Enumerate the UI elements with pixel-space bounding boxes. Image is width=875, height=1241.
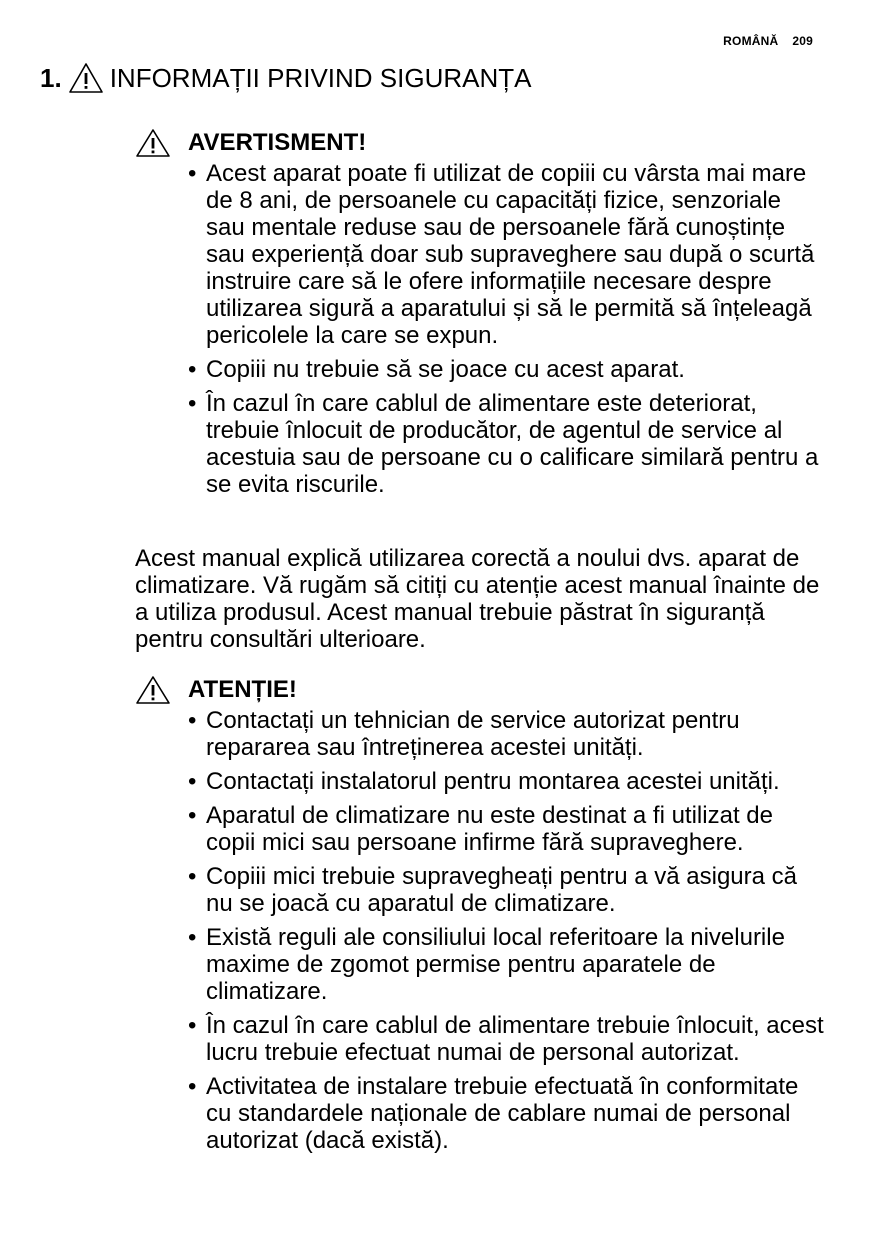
list-item: • În cazul în care cablul de alimentare trebuie înlocuit, acest lucru trebuie efectuat numai de personal autorizat. xyxy=(188,1012,825,1066)
warning-triangle-icon xyxy=(68,62,104,94)
header-language: ROMÂNĂ xyxy=(723,34,779,48)
list-item: • Contactați un tehnician de service autorizat pentru repararea sau întreținerea acestei unități. xyxy=(188,707,825,761)
warning-list xyxy=(135,160,825,498)
caution-block xyxy=(135,675,825,1161)
section-title xyxy=(40,62,532,94)
list-item: • Aparatul de climatizare nu este destinat a fi utilizat de copii mici sau persoane infirme fără supraveghere. xyxy=(188,802,825,856)
list-item: • În cazul în care cablul de alimentare este deteriorat, trebuie înlocuit de producător, de agentul de service al acestuia sau de persoane cu o calificare similară pentru a se evita riscurile. xyxy=(188,390,825,498)
warning-triangle-icon xyxy=(135,128,171,158)
list-item: • Există reguli ale consiliului local referitoare la nivelurile maxime de zgomot permise pentru aparatele de climatizare. xyxy=(188,924,825,1005)
intro-paragraph: Acest manual explică utilizarea corectă a noului dvs. aparat de climatizare. Vă rugăm să citiți cu atenție acest manual înainte de a utiliza produsul. Acest manual trebuie păstrat în siguranță pentru consultări ulterioare. xyxy=(135,545,820,653)
warning-title: AVERTISMENT! xyxy=(188,129,367,156)
caution-list xyxy=(135,707,825,1154)
header-page-number: 209 xyxy=(792,34,813,48)
list-item: • Copiii mici trebuie supravegheați pentru a vă asigura că nu se joacă cu aparatul de climatizare. xyxy=(188,863,825,917)
warning-triangle-icon xyxy=(135,675,171,705)
section-title-text: INFORMAȚII PRIVIND SIGURANȚA xyxy=(109,63,532,93)
warning-block xyxy=(135,128,825,505)
list-item: • Contactați instalatorul pentru montarea acestei unități. xyxy=(188,768,825,795)
caution-heading xyxy=(135,675,825,705)
intro-block xyxy=(135,545,825,653)
section-number: 1. xyxy=(40,63,62,93)
page-header xyxy=(723,34,813,48)
warning-heading xyxy=(135,128,825,158)
list-item: • Copiii nu trebuie să se joace cu acest aparat. xyxy=(188,356,825,383)
list-item: • Acest aparat poate fi utilizat de copiii cu vârsta mai mare de 8 ani, de persoanele cu capacități fizice, senzoriale sau mentale reduse sau de persoanele fără cunoștințe sau experiență doar sub supraveghere sau după o scurtă instruire care să le ofere informațiile necesare despre utilizarea sigură a aparatului și să le permită să înțeleagă pericolele la care se expun. xyxy=(188,160,825,349)
caution-title: ATENȚIE! xyxy=(188,676,297,703)
list-item: • Activitatea de instalare trebuie efectuată în conformitate cu standardele naționale de cablare numai de personal autorizat (dacă există). xyxy=(188,1073,825,1154)
